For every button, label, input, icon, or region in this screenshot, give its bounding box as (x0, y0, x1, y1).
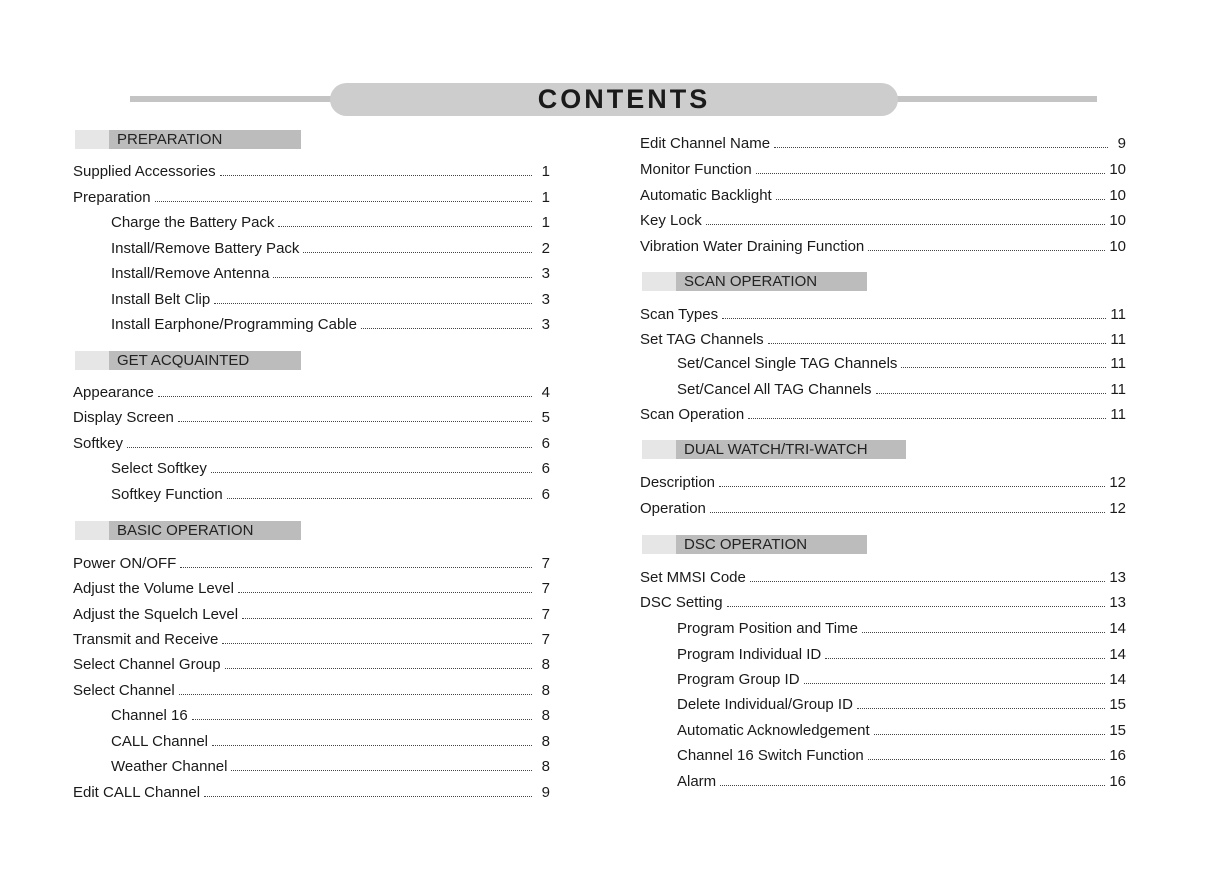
toc-entry-description[interactable] (640, 474, 1126, 492)
toc-entry-softkey[interactable] (73, 435, 550, 453)
toc-entry-title: Weather Channel (111, 758, 228, 775)
toc-entry-page-number: 8 (541, 656, 550, 673)
dot-leader (727, 594, 1106, 607)
section-header-label: DUAL WATCH/TRI-WATCH (684, 441, 868, 458)
toc-entry-scan-types[interactable] (640, 306, 1126, 324)
dot-leader (214, 291, 532, 304)
toc-entry-title: Set TAG Channels (640, 331, 764, 348)
section-header-label: BASIC OPERATION (117, 522, 254, 539)
toc-entry-page-number: 2 (541, 240, 550, 257)
toc-entry-title: Adjust the Squelch Level (73, 606, 239, 623)
dot-leader (756, 161, 1106, 174)
toc-entry-channel-16[interactable] (111, 707, 550, 725)
dot-leader (750, 569, 1105, 582)
toc-entry-title: Automatic Acknowledgement (677, 722, 870, 739)
toc-entry-page-number: 7 (541, 555, 550, 572)
toc-entry-title: DSC Setting (640, 594, 723, 611)
toc-entry-title: Install/Remove Antenna (111, 265, 270, 282)
toc-entry-page-number: 7 (541, 580, 550, 597)
toc-entry-page-number: 1 (541, 214, 550, 231)
dot-leader (127, 435, 532, 448)
dot-leader (211, 460, 532, 473)
section-header-label: SCAN OPERATION (684, 273, 818, 290)
section-header-dsc-operation (642, 535, 867, 554)
section-header-dual-watch-tri-watch (642, 440, 906, 459)
toc-entry-title: Softkey (73, 435, 124, 452)
dot-leader (825, 646, 1105, 659)
toc-entry-page-number: 11 (1110, 406, 1126, 423)
toc-entry-edit-channel-name[interactable] (640, 135, 1126, 153)
toc-entry-page-number: 1 (541, 163, 550, 180)
toc-entry-title: Set/Cancel All TAG Channels (677, 381, 872, 398)
toc-entry-set-cancel-all-tag-channels[interactable] (677, 381, 1126, 399)
toc-entry-title: CALL Channel (111, 733, 209, 750)
toc-entry-page-number: 12 (1109, 500, 1126, 517)
dot-leader (225, 656, 532, 669)
dot-leader (222, 631, 532, 644)
toc-entry-title: Automatic Backlight (640, 187, 772, 204)
dot-leader (804, 671, 1106, 684)
toc-entry-title: Softkey Function (111, 486, 223, 503)
dot-leader (776, 187, 1106, 200)
toc-entry-page-number: 16 (1109, 747, 1126, 764)
toc-entry-key-lock[interactable] (640, 212, 1126, 230)
dot-leader (227, 486, 532, 499)
dot-leader (710, 500, 1105, 513)
toc-entry-select-channel[interactable] (73, 682, 550, 700)
toc-entry-page-number: 8 (541, 682, 550, 699)
toc-entry-monitor-function[interactable] (640, 161, 1126, 179)
toc-entry-title: Preparation (73, 189, 151, 206)
dot-leader (179, 682, 532, 695)
toc-entry-charge-the-battery-pack[interactable] (111, 214, 550, 232)
toc-entry-page-number: 6 (541, 486, 550, 503)
toc-entry-page-number: 14 (1109, 646, 1126, 663)
section-header-basic-operation (75, 521, 301, 540)
toc-entry-scan-operation[interactable] (640, 406, 1126, 424)
toc-entry-title: Vibration Water Draining Function (640, 238, 865, 255)
toc-entry-title: Description (640, 474, 716, 491)
toc-entry-page-number: 14 (1109, 620, 1126, 637)
dot-leader (220, 163, 532, 176)
toc-entry-install-belt-clip[interactable] (111, 291, 550, 309)
toc-entry-page-number: 15 (1109, 696, 1126, 713)
toc-entry-automatic-acknowledgement[interactable] (677, 722, 1126, 740)
dot-leader (204, 784, 532, 797)
toc-entry-supplied-accessories[interactable] (73, 163, 550, 181)
toc-entry-edit-call-channel[interactable] (73, 784, 550, 802)
toc-entry-adjust-the-volume-level[interactable] (73, 580, 550, 598)
toc-entry-page-number: 11 (1110, 306, 1126, 323)
toc-entry-automatic-backlight[interactable] (640, 187, 1126, 205)
toc-entry-operation[interactable] (640, 500, 1126, 518)
toc-entry-title: Monitor Function (640, 161, 752, 178)
section-header-scan-operation (642, 272, 867, 291)
toc-entry-set-mmsi-code[interactable] (640, 569, 1126, 587)
dot-leader (868, 238, 1105, 251)
toc-entry-page-number: 14 (1109, 671, 1126, 688)
toc-entry-channel-16-switch-function[interactable] (677, 747, 1126, 765)
toc-entry-title: Channel 16 Switch Function (677, 747, 864, 764)
toc-entry-title: Display Screen (73, 409, 174, 426)
toc-entry-adjust-the-squelch-level[interactable] (73, 606, 550, 624)
toc-entry-title: Delete Individual/Group ID (677, 696, 853, 713)
toc-entry-title: Channel 16 (111, 707, 188, 724)
dot-leader (774, 135, 1108, 148)
toc-entry-display-screen[interactable] (73, 409, 550, 427)
toc-entry-page-number: 3 (541, 316, 550, 333)
dot-leader (874, 722, 1106, 735)
toc-entry-set-tag-channels[interactable] (640, 331, 1126, 349)
dot-leader (722, 306, 1106, 319)
dot-leader (180, 555, 532, 568)
toc-entry-title: Adjust the Volume Level (73, 580, 234, 597)
toc-entry-call-channel[interactable] (111, 733, 550, 751)
toc-entry-page-number: 13 (1109, 594, 1126, 611)
dot-leader (303, 240, 532, 253)
dot-leader (212, 733, 532, 746)
toc-entry-title: Select Softkey (111, 460, 207, 477)
header-rule-left (130, 96, 340, 102)
toc-entry-title: Set/Cancel Single TAG Channels (677, 355, 898, 372)
toc-entry-page-number: 3 (541, 291, 550, 308)
toc-entry-page-number: 11 (1110, 381, 1126, 398)
dot-leader (706, 212, 1106, 225)
dot-leader (278, 214, 532, 227)
toc-entry-title: Supplied Accessories (73, 163, 216, 180)
dot-leader (242, 606, 532, 619)
dot-leader (768, 331, 1107, 344)
dot-leader (158, 384, 532, 397)
toc-entry-title: Key Lock (640, 212, 702, 229)
section-header-label: DSC OPERATION (684, 536, 808, 553)
toc-entry-page-number: 9 (1117, 135, 1126, 152)
toc-entry-page-number: 8 (541, 707, 550, 724)
toc-entry-vibration-water-draining-function[interactable] (640, 238, 1126, 256)
dot-leader (748, 406, 1106, 419)
toc-entry-page-number: 10 (1109, 161, 1126, 178)
dot-leader (231, 758, 532, 771)
toc-entry-program-individual-id[interactable] (677, 646, 1126, 664)
dot-leader (192, 707, 532, 720)
dot-leader (868, 747, 1106, 760)
section-header-label: GET ACQUAINTED (117, 352, 250, 369)
toc-entry-title: Transmit and Receive (73, 631, 219, 648)
dot-leader (273, 265, 532, 278)
toc-entry-title: Install Earphone/Programming Cable (111, 316, 357, 333)
toc-entry-title: Install Belt Clip (111, 291, 211, 308)
dot-leader (178, 409, 532, 422)
toc-entry-page-number: 12 (1109, 474, 1126, 491)
toc-entry-title: Select Channel (73, 682, 175, 699)
toc-entry-title: Set MMSI Code (640, 569, 746, 586)
toc-entry-program-group-id[interactable] (677, 671, 1126, 689)
toc-entry-set-cancel-single-tag-channels[interactable] (677, 355, 1126, 373)
toc-entry-title: Alarm (677, 773, 717, 790)
toc-entry-weather-channel[interactable] (111, 758, 550, 776)
dot-leader (719, 474, 1105, 487)
dot-leader (901, 355, 1106, 368)
toc-entry-page-number: 7 (541, 631, 550, 648)
dot-leader (361, 316, 532, 329)
toc-entry-select-channel-group[interactable] (73, 656, 550, 674)
toc-entry-title: Program Individual ID (677, 646, 822, 663)
toc-entry-page-number: 9 (541, 784, 550, 801)
toc-entry-page-number: 4 (541, 384, 550, 401)
toc-entry-preparation[interactable] (73, 189, 550, 207)
toc-entry-power-on-off[interactable] (73, 555, 550, 573)
section-header-get-acquainted (75, 351, 301, 370)
toc-entry-program-position-and-time[interactable] (677, 620, 1126, 638)
toc-entry-page-number: 15 (1109, 722, 1126, 739)
toc-entry-page-number: 6 (541, 435, 550, 452)
toc-entry-title: Power ON/OFF (73, 555, 177, 572)
toc-entry-page-number: 10 (1109, 238, 1126, 255)
dot-leader (862, 620, 1105, 633)
toc-entry-install-earphone-programming-cable[interactable] (111, 316, 550, 334)
toc-entry-page-number: 8 (541, 733, 550, 750)
toc-entry-page-number: 3 (541, 265, 550, 282)
contents-title-banner (330, 83, 898, 116)
toc-entry-title: Program Position and Time (677, 620, 858, 637)
toc-entry-page-number: 13 (1109, 569, 1126, 586)
toc-entry-title: Install/Remove Battery Pack (111, 240, 300, 257)
toc-entry-page-number: 11 (1110, 355, 1126, 372)
toc-entry-select-softkey[interactable] (111, 460, 550, 478)
toc-entry-transmit-and-receive[interactable] (73, 631, 550, 649)
toc-entry-page-number: 6 (541, 460, 550, 477)
toc-entry-title: Edit Channel Name (640, 135, 771, 152)
toc-entry-title: Program Group ID (677, 671, 800, 688)
page-title: CONTENTS (537, 84, 711, 114)
toc-entry-title: Select Channel Group (73, 656, 221, 673)
toc-entry-page-number: 16 (1109, 773, 1126, 790)
toc-entry-page-number: 8 (541, 758, 550, 775)
header-rule-right (890, 96, 1097, 102)
dot-leader (238, 580, 532, 593)
toc-entry-title: Appearance (73, 384, 154, 401)
toc-entry-alarm[interactable] (677, 773, 1126, 791)
toc-entry-title: Operation (640, 500, 706, 517)
section-header-preparation (75, 130, 301, 149)
toc-entry-delete-individual-group-id[interactable] (677, 696, 1126, 714)
toc-entry-page-number: 1 (541, 189, 550, 206)
toc-entry-title: Scan Types (640, 306, 719, 323)
toc-entry-title: Charge the Battery Pack (111, 214, 275, 231)
toc-entry-dsc-setting[interactable] (640, 594, 1126, 612)
toc-entry-softkey-function[interactable] (111, 486, 550, 504)
toc-entry-install-remove-battery-pack[interactable] (111, 240, 550, 258)
toc-entry-page-number: 5 (541, 409, 550, 426)
toc-entry-page-number: 10 (1109, 187, 1126, 204)
toc-entry-title: Edit CALL Channel (73, 784, 201, 801)
toc-entry-appearance[interactable] (73, 384, 550, 402)
section-header-label: PREPARATION (117, 131, 223, 148)
dot-leader (720, 773, 1105, 786)
dot-leader (857, 696, 1105, 709)
dot-leader (155, 189, 532, 202)
toc-entry-page-number: 7 (541, 606, 550, 623)
toc-entry-page-number: 10 (1109, 212, 1126, 229)
toc-entry-page-number: 11 (1110, 331, 1126, 348)
dot-leader (876, 381, 1107, 394)
toc-entry-install-remove-antenna[interactable] (111, 265, 550, 283)
toc-entry-title: Scan Operation (640, 406, 745, 423)
